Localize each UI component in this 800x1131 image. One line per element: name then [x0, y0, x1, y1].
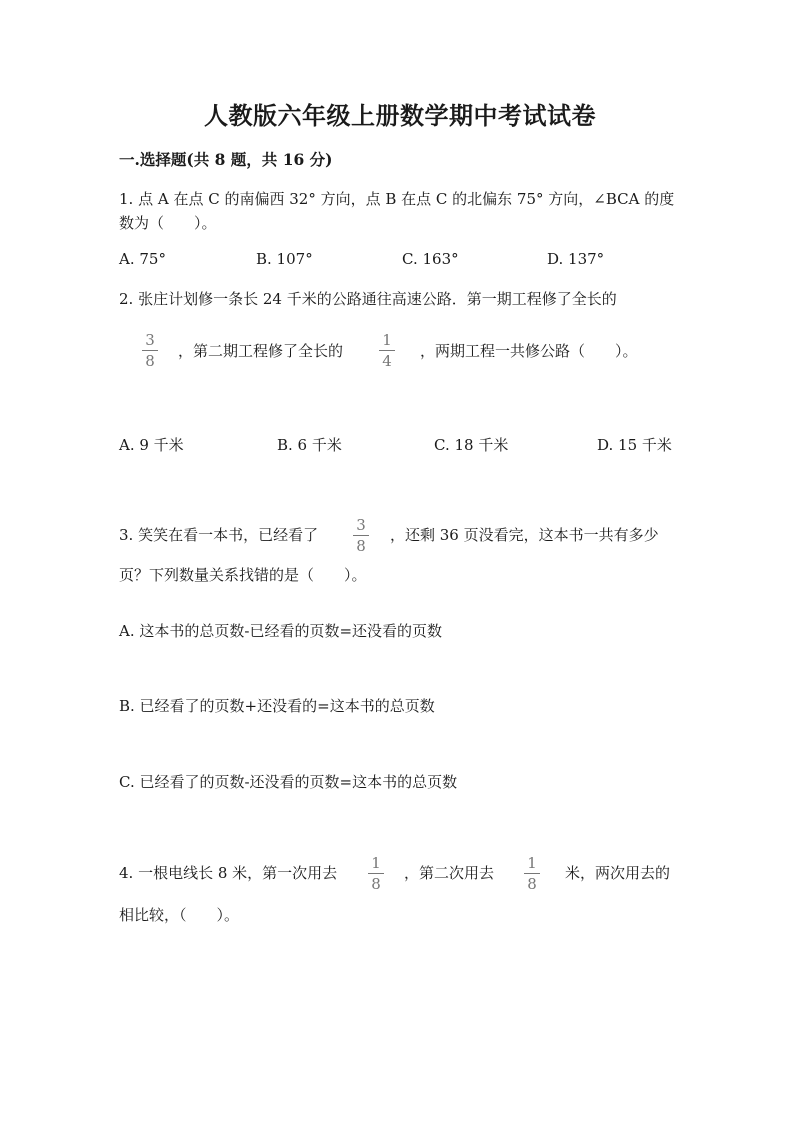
q3-line1-pre: 3. 笑笑在看一本书，已经看了 [119, 526, 319, 544]
q1-option-a: A. 75° [119, 250, 166, 268]
q2-option-b: B. 6 千米 [277, 436, 342, 454]
fraction-denominator: 8 [527, 875, 537, 893]
q2-line2-end: ，两期工程一共修公路（ ）。 [420, 342, 638, 360]
q2-line1: 2. 张庄计划修一条长 24 千米的公路通往高速公路．第一期工程修了全长的 [119, 290, 617, 308]
q4-fraction-1 [365, 856, 387, 892]
fraction-denominator: 8 [371, 875, 381, 893]
fraction-numerator: 3 [145, 331, 155, 349]
q1-option-b: B. 107° [256, 250, 313, 268]
section-heading: 一.选择题(共 8 题，共 16 分) [119, 150, 333, 169]
q1-option-d: D. 137° [547, 250, 605, 268]
q1-option-c: C. 163° [402, 250, 459, 268]
fraction-denominator: 8 [356, 537, 366, 555]
q2-option-d: D. 15 千米 [597, 436, 672, 454]
q3-option-c: C. 已经看了的页数-还没看的页数=这本书的总页数 [119, 773, 458, 791]
q4-line1-pre: 4. 一根电线长 8 米，第一次用去 [119, 864, 338, 882]
q3-line1-post: ，还剩 36 页没看完，这本书一共有多少 [390, 526, 659, 544]
q3-line2: 页？下列数量关系找错的是（ ）。 [119, 566, 367, 584]
q2-option-a: A. 9 千米 [119, 436, 184, 454]
q4-fraction-2 [521, 856, 543, 892]
q1-line1: 1. 点 A 在点 C 的南偏西 32° 方向，点 B 在点 C 的北偏东 75° 方向，∠BCA 的度 [119, 190, 675, 208]
q4-line1-end: 米，两次用去的 [565, 864, 671, 882]
fraction-numerator: 1 [382, 331, 392, 349]
fraction-numerator: 3 [356, 516, 366, 534]
q3-option-b: B. 已经看了的页数+还没看的=这本书的总页数 [119, 697, 435, 715]
fraction-numerator: 1 [527, 854, 537, 872]
q2-option-c: C. 18 千米 [434, 436, 509, 454]
q4-line2: 相比较，（ ）。 [119, 906, 240, 924]
q2-fraction-1 [139, 333, 161, 369]
q3-fraction [350, 518, 372, 554]
fraction-denominator: 8 [145, 352, 155, 370]
q4-line1-mid: ，第二次用去 [404, 864, 495, 882]
q3-option-a: A. 这本书的总页数-已经看的页数=还没看的页数 [119, 622, 443, 640]
q2-fraction-2 [376, 333, 398, 369]
fraction-numerator: 1 [371, 854, 381, 872]
q2-line2-mid: ，第二期工程修了全长的 [178, 342, 344, 360]
q1-line2: 数为（ ）。 [119, 214, 217, 232]
fraction-denominator: 4 [382, 352, 392, 370]
page-title: 人教版六年级上册数学期中考试试卷 [204, 101, 596, 130]
